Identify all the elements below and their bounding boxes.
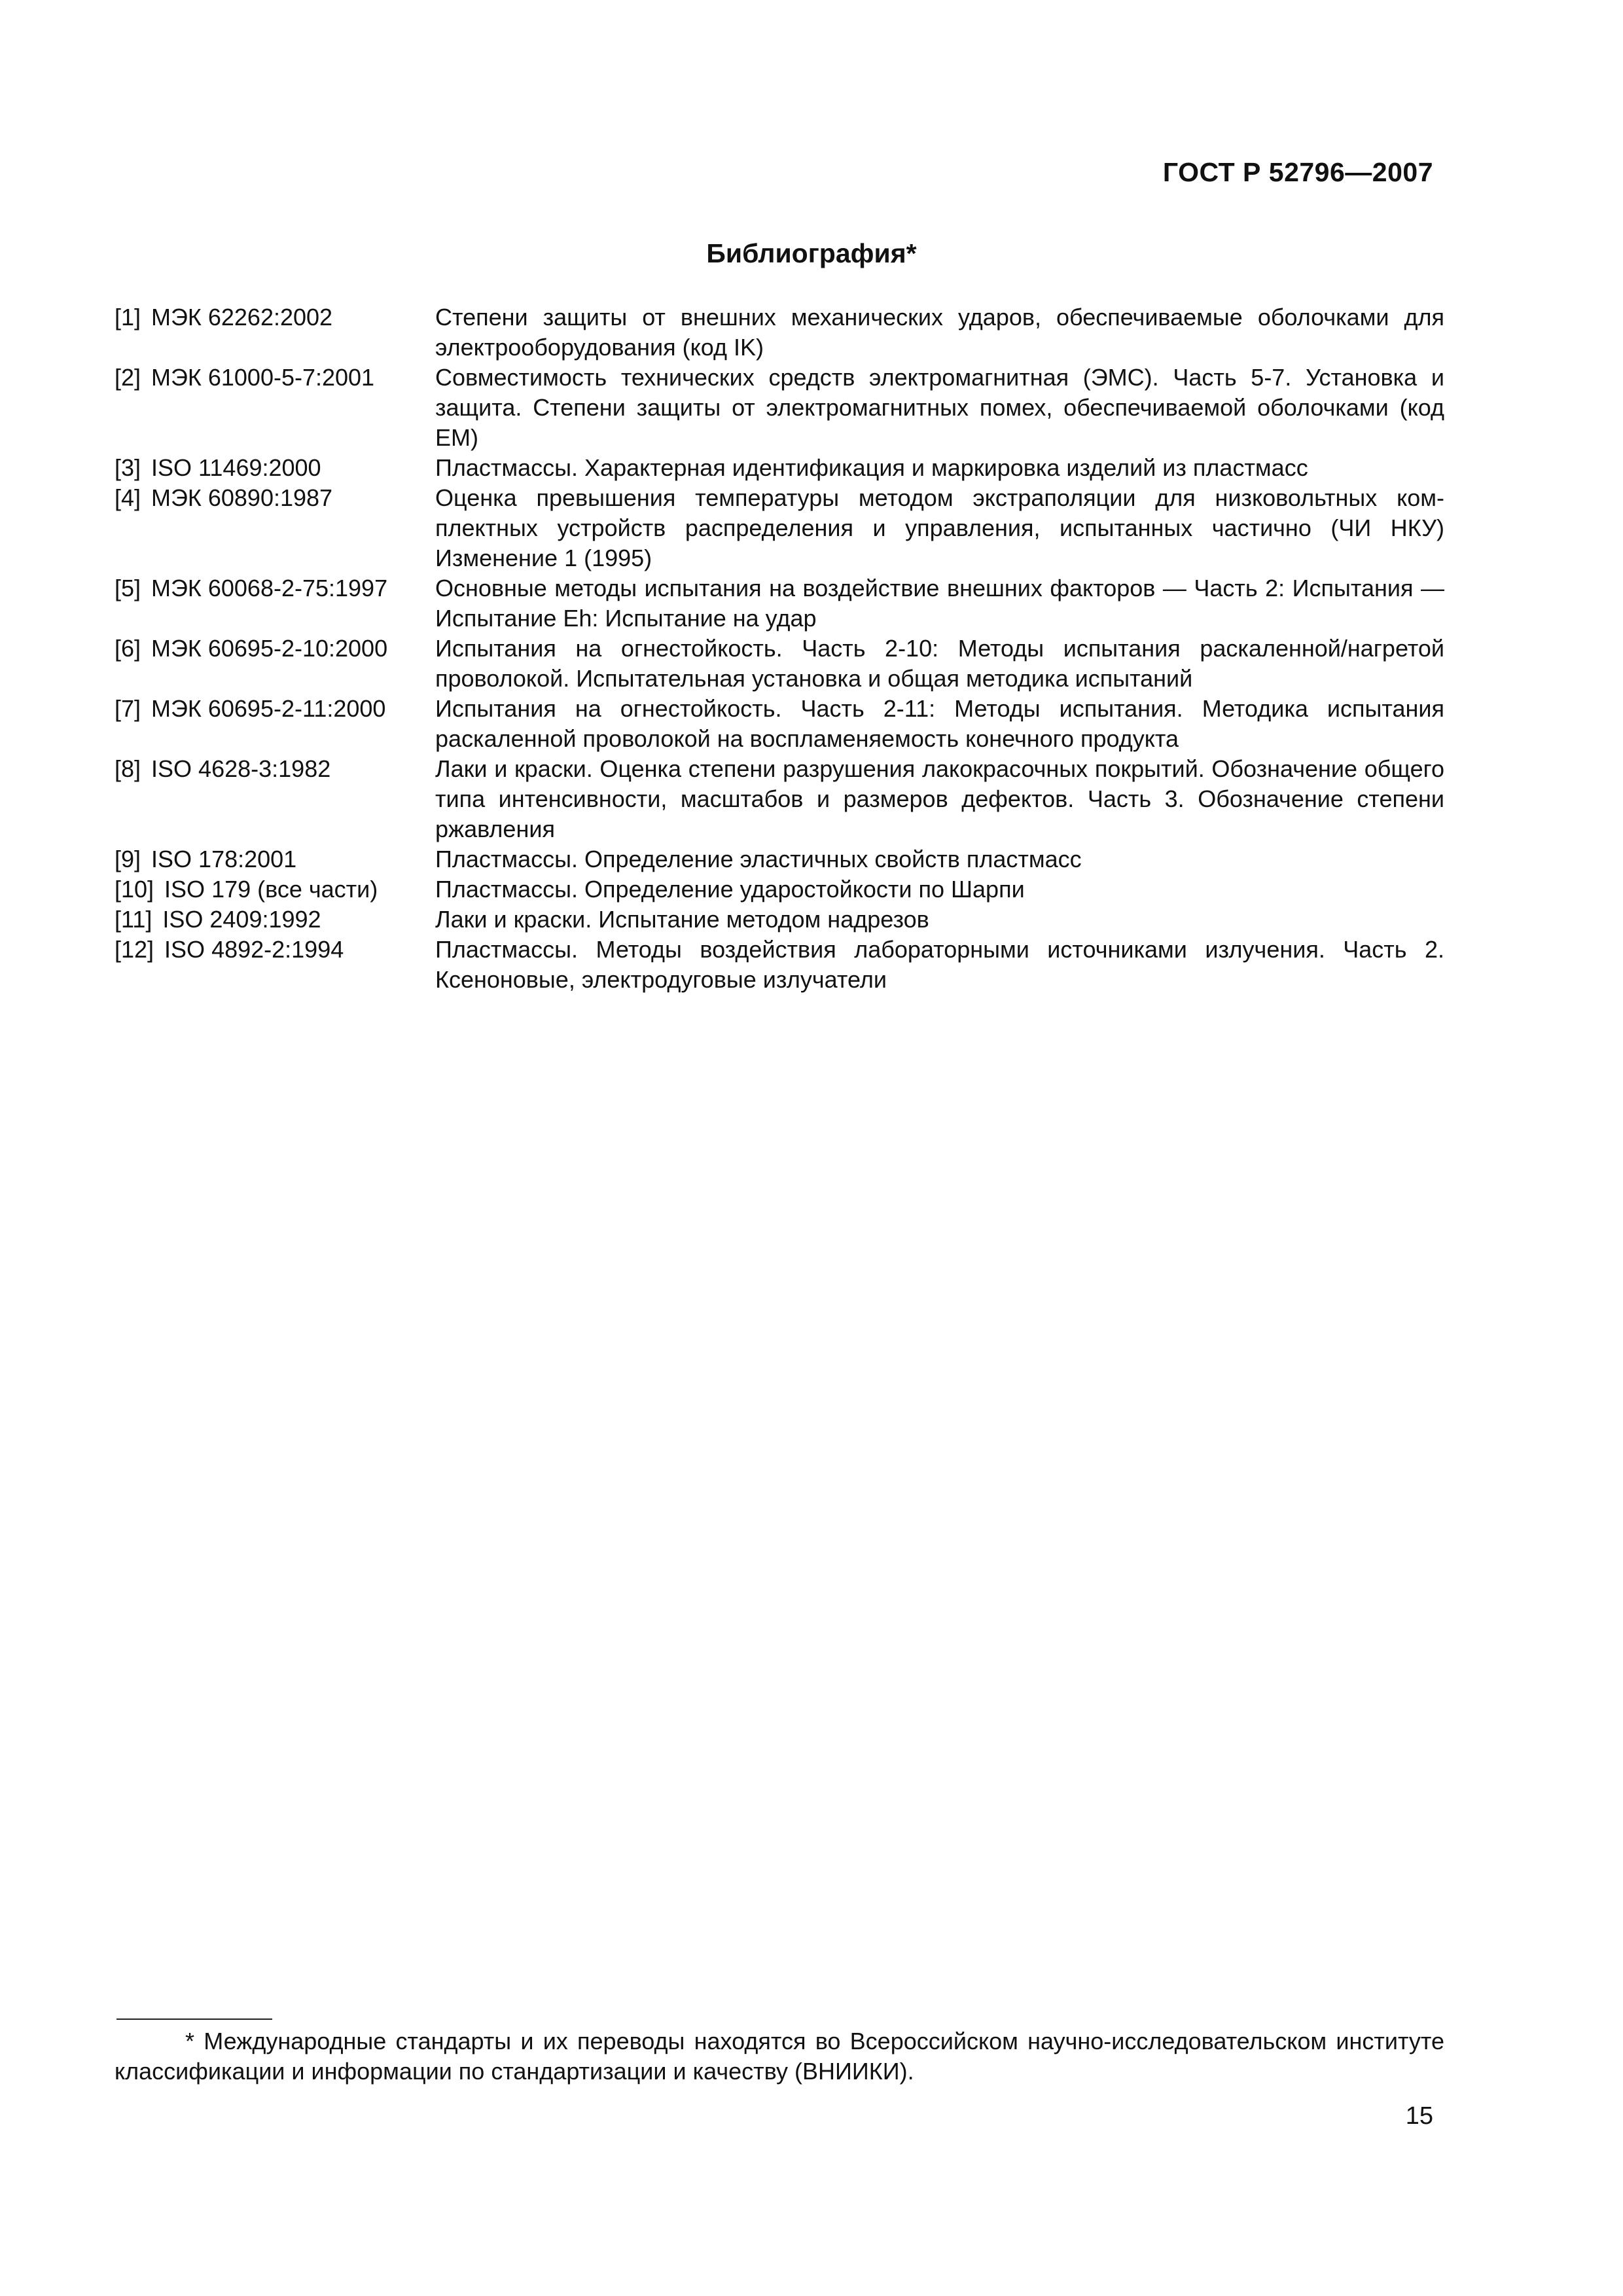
page-title: Библиография* [706, 238, 917, 268]
entry-reference [115, 694, 435, 724]
bibliography-entry [115, 874, 1444, 905]
entry-reference [115, 453, 435, 483]
bibliography-entry [115, 634, 1444, 694]
entry-number: [4] [115, 484, 141, 511]
bibliography-entry [115, 573, 1444, 634]
entry-title: Пластмассы. Методы воздействия лабораторными источниками излучения. Часть 2. Ксеноновые, электродуговые излучатели [435, 936, 1444, 993]
entry-number: [7] [115, 695, 141, 722]
entry-reference [115, 754, 435, 784]
bibliography-entry [115, 844, 1444, 874]
bibliography-entry [115, 483, 1444, 573]
entry-number: [5] [115, 575, 141, 601]
entry-number: [3] [115, 454, 141, 481]
entry-reference [115, 573, 435, 603]
entry-code: ISO 4628-3:1982 [151, 755, 331, 782]
entry-reference [115, 844, 435, 874]
entry-reference [115, 363, 435, 393]
entry-title: Лаки и краски. Испытание методом надрезов [435, 906, 929, 933]
entry-title: Степени защиты от внешних механических ударов, обеспечиваемые оболочками для электрооборудования (код IK) [435, 304, 1444, 361]
entry-reference [115, 935, 435, 965]
entry-title: Испытания на огнестойкость. Часть 2-11: Методы испытания. Методика испытания раскаленной проволокой на воспламеняемость конечного продукта [435, 695, 1444, 752]
entry-reference [115, 905, 435, 935]
entry-reference [115, 874, 435, 905]
entry-code: ISO 2409:1992 [162, 906, 321, 933]
entry-number: [11] [115, 906, 152, 933]
bibliography-entry [115, 935, 1444, 995]
entry-code: МЭК 60695-2-11:2000 [151, 695, 386, 722]
entry-code: ISO 179 (все части) [164, 876, 378, 903]
entry-title: Лаки и краски. Оценка степени разрушения лакокрасочных покрытий. Обозначение общего типа интенсивности, масштабов и размеров дефектов. Часть 3. Обозначение степени ржавления [435, 755, 1444, 842]
entry-code: ISO 178:2001 [151, 846, 297, 872]
bibliography-list [115, 302, 1444, 995]
entry-reference [115, 483, 435, 513]
entry-number: [12] [115, 936, 154, 963]
bibliography-entry [115, 302, 1444, 363]
entry-number: [2] [115, 364, 141, 391]
footnote: * Международные стандарты и их переводы находятся во Всероссийском научно-исследовательском институте классификации и информации по стандартизации и качеству (ВНИИКИ). [115, 2028, 1444, 2085]
entry-title: Оценка превышения температуры методом экстраполяции для низковольтных комплектных устройств распределения и управления, испытанных частично (ЧИ НКУ) Изменение 1 (1995) [435, 484, 1444, 571]
entry-code: ISO 11469:2000 [151, 454, 321, 481]
entry-number: [10] [115, 876, 154, 903]
entry-code: МЭК 60068-2-75:1997 [151, 575, 388, 601]
footnote-divider [116, 2018, 272, 2020]
entry-title: Испытания на огнестойкость. Часть 2-10: Методы испытания раскаленной/нагретой проволокой. Испытательная установка и общая методика испытаний [435, 635, 1444, 692]
standard-id-header: ГОСТ Р 52796—2007 [1162, 157, 1433, 187]
entry-number: [9] [115, 846, 141, 872]
page-number: 15 [1405, 2102, 1433, 2130]
entry-title: Пластмассы. Определение ударостойкости по Шарпи [435, 876, 1025, 903]
entry-title: Пластмассы. Определение эластичных свойств пластмасс [435, 846, 1082, 872]
entry-reference [115, 302, 435, 332]
entry-code: МЭК 61000-5-7:2001 [151, 364, 375, 391]
entry-code: ISO 4892-2:1994 [164, 936, 344, 963]
entry-number: [8] [115, 755, 141, 782]
bibliography-entry [115, 905, 1444, 935]
bibliography-entry [115, 363, 1444, 453]
entry-code: МЭК 60890:1987 [151, 484, 333, 511]
entry-title: Основные методы испытания на воздействие внешних факторов — Часть 2: Испытания — Испытание Eh: Испытание на удар [435, 575, 1444, 632]
entry-number: [1] [115, 304, 141, 331]
entry-reference [115, 634, 435, 664]
entry-code: МЭК 62262:2002 [151, 304, 333, 331]
bibliography-entry [115, 453, 1444, 483]
bibliography-entry [115, 694, 1444, 754]
entry-code: МЭК 60695-2-10:2000 [151, 635, 388, 662]
entry-number: [6] [115, 635, 141, 662]
bibliography-entry [115, 754, 1444, 844]
entry-title: Пластмассы. Характерная идентификация и маркировка изделий из пластмасс [435, 454, 1308, 481]
entry-title: Совместимость технических средств электромагнитная (ЭМС). Часть 5-7. Установка и защита. Степени защиты от электромагнитных помех, обеспечиваемой оболочками (код EM) [435, 364, 1444, 451]
